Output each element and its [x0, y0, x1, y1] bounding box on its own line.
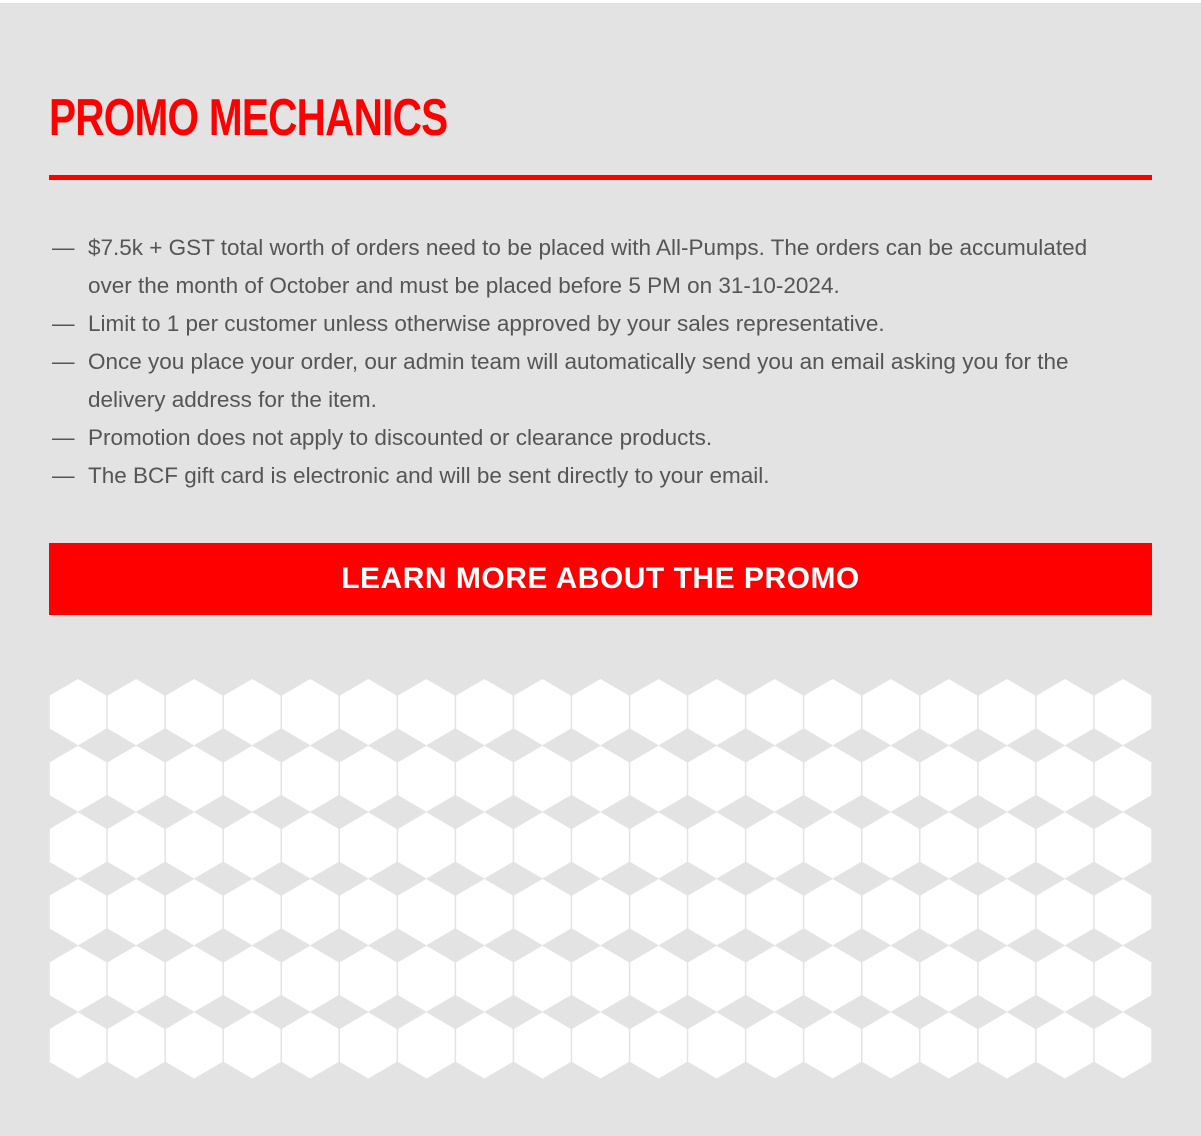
hexagon-tile [282, 879, 339, 945]
hexagon-tile [514, 679, 571, 745]
hexagon-tile [108, 812, 165, 878]
hexagon-tile [572, 679, 629, 745]
hexagon-tile [921, 879, 978, 945]
bullet-dash: — [52, 463, 75, 488]
list-item-text: $7.5k + GST total worth of orders need to be placed with All-Pumps. The orders can be accumulated over the month of October and must be placed before 5 PM on 31-10-2024. [88, 235, 1088, 298]
hexagon-tile [50, 679, 107, 745]
hexagon-tile [1095, 1012, 1152, 1078]
hexagon-tile [1037, 746, 1094, 812]
hexagon-tile [921, 679, 978, 745]
hexagon-tile [572, 879, 629, 945]
hexagon-tile [282, 679, 339, 745]
hexagon-tile [688, 812, 745, 878]
learn-more-label: LEARN MORE ABOUT THE PROMO [341, 562, 860, 595]
hexagon-tile [1095, 679, 1152, 745]
title-divider [49, 175, 1152, 180]
hexagon-tile [456, 812, 513, 878]
hexagon-tile [746, 746, 803, 812]
hexagon-tile [1095, 812, 1152, 878]
hexagon-tile [456, 879, 513, 945]
hexagon-tile [863, 746, 920, 812]
list-item [52, 305, 1092, 343]
list-item-text: The BCF gift card is electronic and will be sent directly to your email. [88, 463, 770, 488]
hexagon-tile [863, 1012, 920, 1078]
hexagon-tile [398, 812, 455, 878]
hexagon-tile [630, 679, 687, 745]
list-item-text: Promotion does not apply to discounted or clearance products. [88, 425, 713, 450]
hexagon-tile [804, 946, 861, 1012]
hexagon-tile [746, 812, 803, 878]
hexagon-tile [340, 812, 397, 878]
hexagon-tile [804, 879, 861, 945]
hexagon-tile [746, 946, 803, 1012]
hexagon-pattern [49, 679, 1152, 1079]
hexagon-tile [572, 946, 629, 1012]
hexagon-tile [282, 746, 339, 812]
bullet-dash: — [52, 425, 75, 450]
hexagon-tile [746, 1012, 803, 1078]
bullet-dash: — [52, 235, 75, 260]
hexagon-tile [1037, 946, 1094, 1012]
hexagon-tile [108, 679, 165, 745]
hexagon-tile [804, 746, 861, 812]
hexagon-tile [688, 879, 745, 945]
hexagon-tile [224, 879, 281, 945]
hexagon-tile [630, 812, 687, 878]
hexagon-tile [572, 746, 629, 812]
hexagon-tile [1095, 879, 1152, 945]
hexagon-tile [340, 946, 397, 1012]
hexagon-tile [572, 812, 629, 878]
hexagon-tile [688, 1012, 745, 1078]
hexagon-tile [514, 946, 571, 1012]
hexagon-tile [572, 1012, 629, 1078]
hexagon-tile [398, 879, 455, 945]
hexagon-tile [456, 746, 513, 812]
bullet-dash: — [52, 311, 75, 336]
hexagon-tile [1095, 746, 1152, 812]
hexagon-tile [340, 679, 397, 745]
hexagon-tile [398, 679, 455, 745]
hexagon-tile [863, 879, 920, 945]
hexagon-tile [921, 746, 978, 812]
hexagon-tile [166, 746, 223, 812]
hexagon-tile [979, 879, 1036, 945]
hexagon-tile [688, 746, 745, 812]
hexagon-tile [921, 1012, 978, 1078]
list-item-text: Once you place your order, our admin team will automatically send you an email asking you for the delivery address for the item. [88, 349, 1069, 412]
mechanics-list [52, 229, 1092, 495]
list-item [52, 343, 1092, 419]
hexagon-tile [746, 679, 803, 745]
hexagon-tile [1037, 879, 1094, 945]
hexagon-tile [50, 946, 107, 1012]
hexagon-tile [979, 812, 1036, 878]
hexagon-tile [50, 879, 107, 945]
hexagon-tile [456, 1012, 513, 1078]
hexagon-tile [804, 679, 861, 745]
hexagon-tile [1037, 679, 1094, 745]
list-item [52, 229, 1092, 305]
hexagon-tile [1095, 946, 1152, 1012]
hexagon-tile [224, 746, 281, 812]
hexagon-tile [108, 946, 165, 1012]
hexagon-tile [979, 679, 1036, 745]
hexagon-tile [456, 679, 513, 745]
hexagon-tile [50, 1012, 107, 1078]
hexagon-tile [282, 1012, 339, 1078]
hexagon-tile [166, 1012, 223, 1078]
hexagon-tile [166, 679, 223, 745]
hexagon-tile [630, 1012, 687, 1078]
hexagon-tile [398, 1012, 455, 1078]
hexagon-tile [863, 679, 920, 745]
hexagon-tile [398, 946, 455, 1012]
hexagon-tile [282, 812, 339, 878]
list-item [52, 419, 1092, 457]
section-title: PROMO MECHANICS [49, 89, 448, 147]
hexagon-tile [979, 746, 1036, 812]
hexagon-tile [863, 812, 920, 878]
hexagon-tile [863, 946, 920, 1012]
hexagon-tile [166, 879, 223, 945]
hexagon-tile [746, 879, 803, 945]
hexagon-tile [224, 679, 281, 745]
list-item [52, 457, 1092, 495]
hexagon-tile [1037, 812, 1094, 878]
hexagon-tile [456, 946, 513, 1012]
hexagon-tile [340, 1012, 397, 1078]
hexagon-tile [224, 1012, 281, 1078]
hexagon-tile [979, 946, 1036, 1012]
hexagon-tile [630, 946, 687, 1012]
hexagon-tile [514, 879, 571, 945]
hexagon-tile [630, 879, 687, 945]
hexagon-tile [921, 812, 978, 878]
hexagon-tile [224, 946, 281, 1012]
hexagon-tile [340, 746, 397, 812]
hexagon-tile [688, 679, 745, 745]
promo-mechanics-panel [0, 3, 1201, 1136]
hexagon-tile [979, 1012, 1036, 1078]
hexagon-tile [804, 812, 861, 878]
list-item-text: Limit to 1 per customer unless otherwise approved by your sales representative. [88, 311, 885, 336]
hexagon-tile [166, 946, 223, 1012]
hexagon-tile [398, 746, 455, 812]
hexagon-tile [514, 746, 571, 812]
hexagon-tile [108, 879, 165, 945]
hexagon-tile [50, 746, 107, 812]
bullet-dash: — [52, 349, 75, 374]
hexagon-tile [340, 879, 397, 945]
hexagon-tile [282, 946, 339, 1012]
hexagon-tile [50, 812, 107, 878]
hexagon-tile [108, 746, 165, 812]
hexagon-tile [1037, 1012, 1094, 1078]
hexagon-tile [514, 1012, 571, 1078]
hexagon-tile [166, 812, 223, 878]
hexagon-tile [224, 812, 281, 878]
hexagon-tile [804, 1012, 861, 1078]
learn-more-button[interactable] [49, 543, 1152, 615]
hexagon-tile [921, 946, 978, 1012]
hexagon-tile [688, 946, 745, 1012]
hexagon-tile [630, 746, 687, 812]
hexagon-tile [108, 1012, 165, 1078]
hexagon-tile [514, 812, 571, 878]
